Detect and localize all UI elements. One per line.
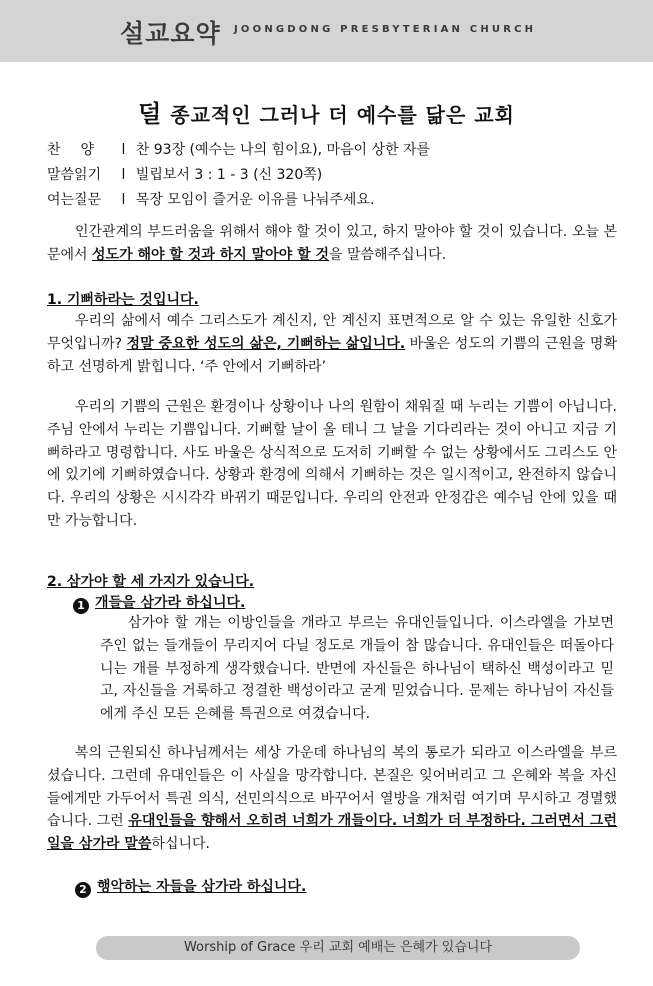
- subpoint-2: [75, 876, 306, 898]
- sermon-title-rest: 종교적인 그러나 더 예수를 닮은 교회: [162, 103, 515, 127]
- section1-paragraph-1: [47, 310, 617, 378]
- section2-heading: 2. 삼가야 할 세 가지가 있습니다.: [47, 574, 255, 590]
- question-label: 여는질문: [47, 192, 102, 208]
- scripture-label: 말씀읽기: [47, 167, 102, 183]
- question-row: [47, 189, 374, 209]
- sermon-title: [0, 94, 653, 129]
- subpoint-1: [73, 592, 245, 614]
- separator: l: [121, 167, 126, 183]
- intro-text: 인간관계의 부드러움을 위해서 해야 할 것이 있고, 하지 말아야 할 것이 있습니다. 오늘 본문에서: [47, 224, 617, 263]
- section1-emphasis: 정말 중요한 성도의 삶은, 기뻐하는 삶입니다.: [126, 335, 406, 352]
- intro-paragraph: [47, 221, 617, 267]
- intro-text-end: 을 말씀해주십니다.: [329, 246, 447, 263]
- footer-banner: Worship of Grace 우리 교회 예배는 은혜가 있습니다: [96, 936, 580, 960]
- number-badge: 1: [73, 598, 89, 614]
- subpoint-1-text: 복의 근원되신 하나님께서는 세상 가운데 하나님의 복의 통로가 되라고 이스라엘을 부르셨습니다. 그런데 유대인들은 이 사실을 망각합니다. 본질은 잊어버리고 그 은혜와 복을 자신들에게만 가두어서 특권 의식, 선민의식으로 바꾸어서 열방을 개처럼 여기며 무시하고 경멸했습니다. 그런: [47, 745, 617, 830]
- header-bar: [0, 0, 653, 62]
- subpoint-1-title: 개들을 삼가라 하십니다.: [95, 595, 246, 611]
- number-badge: 2: [75, 882, 91, 898]
- hymn-value: 찬 93장 (예수는 나의 힘이요), 마음이 상한 자를: [135, 142, 431, 158]
- question-value: 목장 모임이 즐거운 이유를 나눠주세요.: [135, 192, 375, 208]
- separator: l: [121, 192, 126, 208]
- subpoint-1-text-end: 하십니다.: [151, 836, 210, 853]
- header-title: 설교요약: [120, 19, 221, 48]
- sermon-title-first: 덜: [138, 100, 163, 128]
- hymn-label: 찬양: [47, 142, 115, 158]
- section1-paragraph-2: 우리의 기쁨의 근원은 환경이나 상황이나 나의 원함이 채워질 때 누리는 기쁨이 아닙니다. 주님 안에서 누리는 기쁨입니다. 기뻐할 날이 올 테니 그 날을 기다리라는 것이 아니고 지금 기뻐하라고 명령합니다. 사도 바울은 상식적으로 도저히 기뻐할 수 없는 상황에서도 그리스도 안에 있기에 기뻐하였습니다. 상황과 환경에 의해서 기뻐하는 것은 일시적이고, 완전하지 않습니다. 우리의 상황은 시시각각 바뀌기 때문입니다. 우리의 안전과 안정감은 예수님 안에 있을 때만 가능합니다.: [47, 399, 617, 529]
- scripture-row: [47, 164, 322, 184]
- separator: l: [121, 142, 126, 158]
- hymn-row: [47, 139, 430, 159]
- subpoint-1-emphasis: 유대인들을 향해서 오히려 너희가 개들이다. 너희가 더 부정하다. 그러면서 그런 일을 삼가라 말씀: [47, 813, 617, 853]
- subpoint-1-paragraph-1: 삼가야 할 개는 이방인들을 개라고 부르는 유대인들입니다. 이스라엘을 가보면 주인 없는 들개들이 무리지어 다닐 정도로 개들이 참 많습니다. 유대인들은 떠돌아다니는 개를 부정하게 생각했습니다. 반면에 자신들은 하나님이 택하신 백성이라고 믿고, 자신들을 거룩하고 정결한 백성이라고 굳게 믿었습니다. 문제는 하나님이 자신들에게 주신 모든 은혜를 특권으로 여겼습니다.: [100, 615, 614, 723]
- intro-emphasis: 성도가 해야 할 것과 하지 말아야 할 것: [92, 246, 330, 263]
- church-name: JOONGDONG PRESBYTERIAN CHURCH: [234, 24, 537, 35]
- subpoint-1-paragraph-2: [47, 742, 617, 856]
- section1-text-end: 바울은 성도의 기쁨의 근원을 명확하고 선명하게 밝힙니다. ‘주 안에서 기뻐하라’: [47, 335, 617, 375]
- subpoint-2-title: 행악하는 자들을 삼가라 하십니다.: [97, 879, 307, 895]
- section1-text: 우리의 삶에서 예수 그리스도가 계신지, 안 계신지 표면적으로 알 수 있는 유일한 신호가 무엇입니까?: [47, 313, 617, 352]
- section1-heading: 1. 기뻐하라는 것입니다.: [47, 292, 199, 308]
- scripture-value: 빌립보서 3 : 1 - 3 (신 320쪽): [135, 167, 323, 183]
